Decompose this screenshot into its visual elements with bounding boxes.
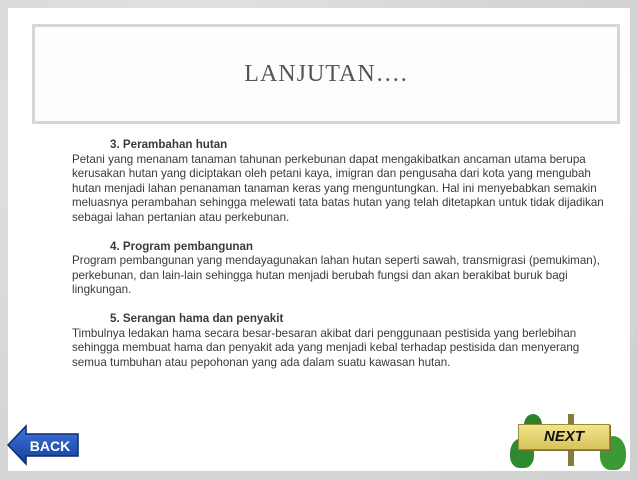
next-label: NEXT	[543, 428, 584, 445]
section-serangan-hama	[72, 312, 612, 370]
slide-content	[72, 138, 612, 384]
back-label: BACK	[29, 438, 71, 454]
section-text: Petani yang menanam tanaman tahunan perkebunan dapat mengakibatkan ancaman utama berupa kerusakan hutan yang diciptakan oleh petani kaya, imigran dan pengusaha dari kota yang mengubah hutan menjadi lahan penanaman tanaman keras yang menguntungkan. Hal ini menyebabkan semakin meluasnya perambahan sehingga melewati tata batas hutan yang telah ditetapkan untuk tidak dijadikan sebagai lahan pertanian atau perkebunan.	[72, 152, 604, 224]
section-program-pembangunan	[72, 240, 612, 298]
back-button[interactable]	[6, 424, 80, 466]
section-text: Timbulnya ledakan hama secara besar-besaran akibat dari penggunaan pestisida yang berlebihan sehingga membuat hama dan penyakit ada yang menjadi kebal terhadap pestisida dan menyerang semua tumbuhan atau pepohonan yang ada dalam suatu kawasan hutan.	[72, 326, 580, 369]
slide-title: LANJUTAN….	[244, 61, 408, 87]
section-heading: 3. Perambahan hutan	[110, 138, 228, 151]
title-frame	[32, 24, 620, 124]
section-text: Program pembangunan yang mendayagunakan lahan hutan seperti sawah, transmigrasi (pemukiman), perkebunan, dan lain-lain sehingga hutan menjadi berubah fungsi dan akan berakibat buruk bagi lingkungan.	[72, 254, 600, 297]
next-button[interactable]	[510, 408, 628, 472]
section-heading: 5. Serangan hama dan penyakit	[110, 311, 284, 325]
section-heading: 4. Program pembangunan	[110, 239, 254, 253]
next-sign	[518, 424, 610, 450]
back-arrow-icon	[6, 424, 80, 466]
section-perambahan-hutan	[72, 138, 612, 226]
slide	[8, 8, 630, 471]
